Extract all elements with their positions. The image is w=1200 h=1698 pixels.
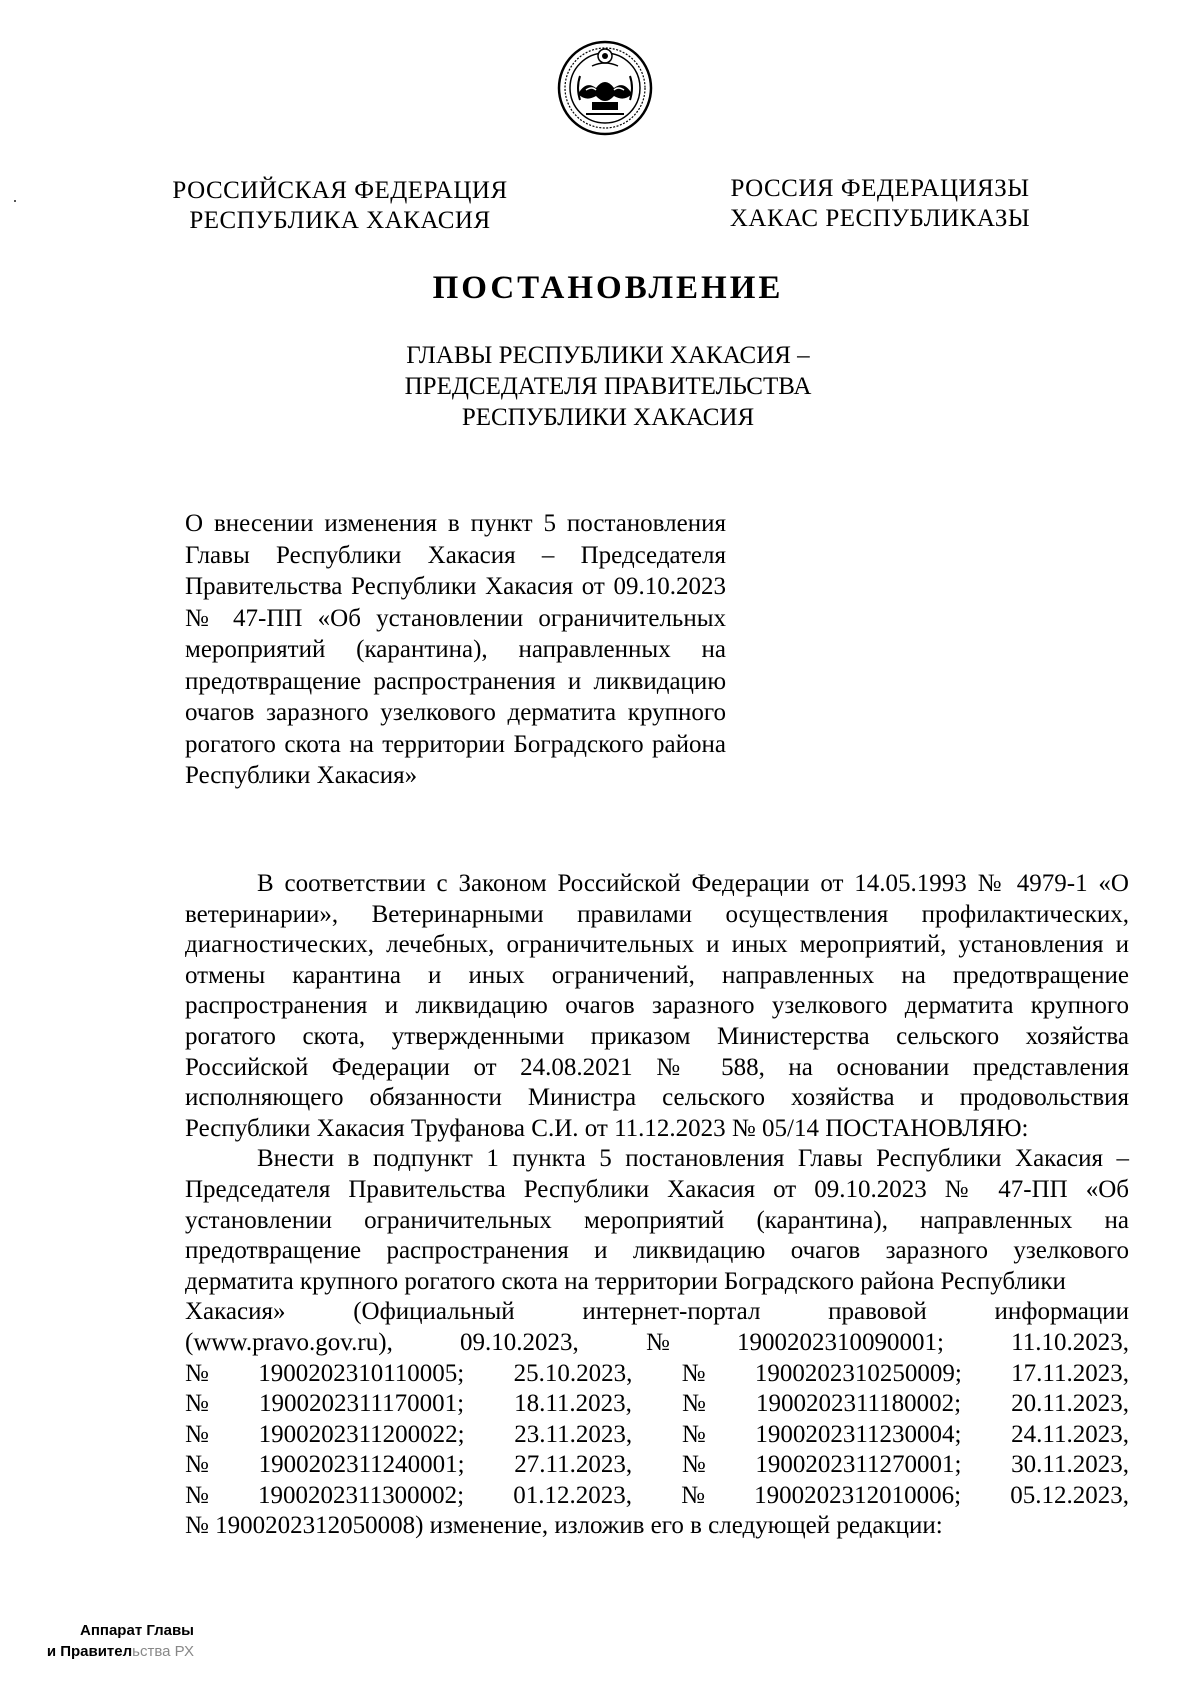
scan-artifact [14, 200, 16, 202]
line-word: № [185, 1359, 209, 1387]
line-word: правовой [828, 1298, 927, 1326]
coat-of-arms-icon [556, 36, 654, 140]
line-word: № [185, 1420, 209, 1448]
line-word: № [681, 1359, 706, 1387]
line-word: 1900202311240001; [258, 1451, 465, 1479]
header-left-line2: РЕСПУБЛИКА ХАКАСИЯ [189, 207, 491, 234]
header-russian [150, 176, 530, 236]
line-word: 24.11.2023, [1011, 1420, 1129, 1448]
stamp-line1: Аппарат Главы [80, 1622, 194, 1639]
closing-line: № 1900202312050008) изменение, изложив его в следующей редакции: [185, 1512, 943, 1540]
stamp-line2-part2: ьства РХ [132, 1643, 194, 1660]
issuer-line1: ГЛАВЫ РЕСПУБЛИКИ ХАКАСИЯ – [406, 342, 810, 369]
line-word: № [681, 1481, 705, 1509]
preamble-paragraph: В соответствии с Законом Российской Федерации от 14.05.1993 № 4979-1 «О ветеринарии», Ветеринарными правилами осуществления профилактических, диагностических, лечебных, ограничительных и иных мероприятий, установления и отмены карантина и иных ограничений, направленных на предотвращение распространения и ликвидацию очагов заразного узелкового дерматита крупного рогатого скота, утвержденными приказом Министерства сельского хозяйства Российской Федерации от 24.08.2021 № 588, на основании представления исполняющего обязанности Министра сельского хозяйства и продовольствия Республики Хакасия Труфанова С.И. от 11.12.2023 № 05/14 ПОСТАНОВЛЯЮ: [185, 870, 1129, 1142]
justified-line-7 [185, 1481, 1129, 1512]
resolution-paragraph: Внести в подпункт 1 пункта 5 постановления Главы Республики Хакасия – Председателя Правительства Республики Хакасия от 09.10.2023 № 47-ПП «Об установлении ограничительных мероприятий (карантина), направленных на предотвращение распространения и ликвидацию очагов заразного узелкового дерматита крупного рогатого скота на территории Боградского района Республики [185, 1145, 1129, 1295]
line-word: информации [994, 1298, 1129, 1326]
line-word: 1900202311270001; [755, 1451, 962, 1479]
office-stamp [44, 1620, 194, 1662]
line-word: 11.10.2023, [1011, 1328, 1129, 1356]
line-word: (www.pravo.gov.ru), [185, 1328, 393, 1356]
line-word: интернет-портал [582, 1298, 761, 1326]
justified-line-2 [185, 1328, 1129, 1359]
line-word: № [682, 1390, 706, 1418]
line-word: 25.10.2023, [513, 1359, 633, 1387]
justified-line-3 [185, 1359, 1129, 1390]
document-body [185, 869, 1129, 1542]
header-left-line1: РОССИЙСКАЯ ФЕДЕРАЦИЯ [172, 177, 508, 204]
line-word: 1900202311300002; [258, 1481, 465, 1509]
line-word: Хакасия» [185, 1298, 286, 1326]
line-word: 05.12.2023, [1010, 1481, 1129, 1509]
document-type: ПОСТАНОВЛЕНИЕ [432, 270, 784, 306]
line-word: № [681, 1420, 706, 1448]
line-word: 01.12.2023, [513, 1481, 632, 1509]
document-title: О внесении изменения в пункт 5 постановления Главы Республики Хакасия – Председателя Правительства Республики Хакасия от 09.10.2023 № 47-ПП «Об установлении ограничительных мероприятий (карантина), направленных на предотвращение распространения и ликвидацию очагов заразного узелкового дерматита крупного рогатого скота на территории Боградского района Республики Хакасия» [185, 510, 726, 789]
justified-line-1 [185, 1297, 1129, 1328]
line-word: № [185, 1390, 209, 1418]
stamp-line2 [44, 1641, 194, 1662]
issuer-line2: ПРЕДСЕДАТЕЛЯ ПРАВИТЕЛЬСТВА [404, 373, 812, 400]
line-word: 30.11.2023, [1011, 1451, 1129, 1479]
header-khakas [700, 174, 1060, 234]
line-word: № [645, 1328, 670, 1356]
justified-line-4 [185, 1389, 1129, 1420]
line-word: 1900202310090001; [736, 1328, 944, 1356]
justified-line-6 [185, 1450, 1129, 1481]
line-word: 1900202312010006; [754, 1481, 962, 1509]
line-word: 20.11.2023, [1011, 1390, 1129, 1418]
line-word: 1900202310250009; [754, 1359, 962, 1387]
line-word: 17.11.2023, [1011, 1359, 1129, 1387]
line-word: 18.11.2023, [514, 1390, 632, 1418]
line-word: № [185, 1481, 209, 1509]
line-word: № [185, 1451, 209, 1479]
line-word: 23.11.2023, [514, 1420, 633, 1448]
line-word: 09.10.2023, [460, 1328, 579, 1356]
line-word: 1900202311170001; [258, 1390, 465, 1418]
issuer-block [0, 340, 1200, 433]
line-word: 1900202310110005; [258, 1359, 465, 1387]
line-word: 27.11.2023, [514, 1451, 633, 1479]
line-word: 1900202311180002; [755, 1390, 962, 1418]
stamp-line2-part1: и Правител [46, 1643, 133, 1660]
line-word: 1900202311230004; [755, 1420, 962, 1448]
line-word: № [681, 1451, 706, 1479]
line-word: 1900202311200022; [258, 1420, 465, 1448]
header-right-line1: РОССИЯ ФЕДЕРАЦИЯЗЫ [730, 175, 1030, 202]
justified-line-5 [185, 1420, 1129, 1451]
line-word: (Официальный [353, 1298, 515, 1326]
header-right-line2: ХАКАС РЕСПУБЛИКАЗЫ [729, 205, 1031, 232]
issuer-line3: РЕСПУБЛИКИ ХАКАСИЯ [461, 404, 755, 431]
